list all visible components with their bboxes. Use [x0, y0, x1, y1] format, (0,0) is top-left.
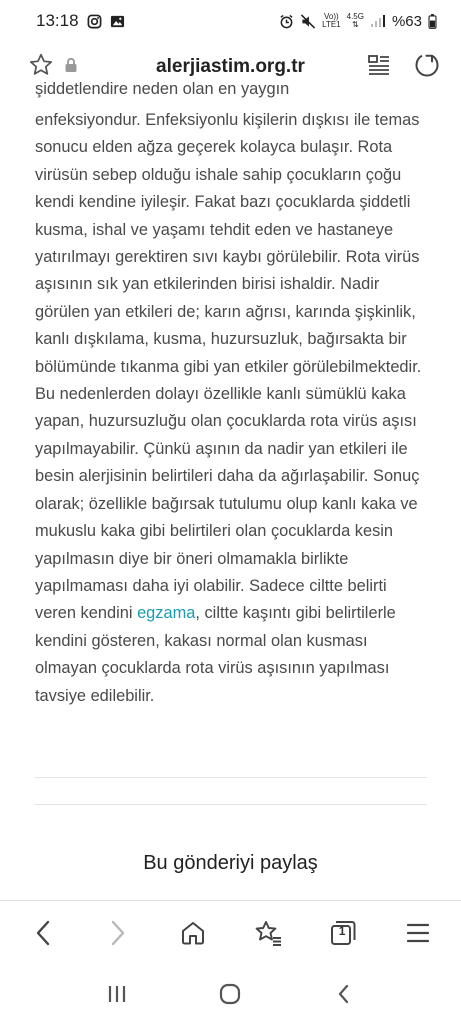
status-right — [279, 13, 437, 30]
article-text-before-link: enfeksiyondur. Enfeksiyonlu kişilerin dışkısı ile temas sonucu elden ağza geçerek kolayca bulaşır. Rota virüsün sebep olduğu ishale sahip çocukların çoğu kendi kendine iyileşir. Fakat bazı çocuklarda şiddetli kusma, ishal ve yaşamı tehdit eden ve hastaneye yatırılmayı gerektiren sıvı kaybı görülebilir. Rota virüs aşısının sık yan etkilerinden birisi ishaldir. Nadir görülen yan etkileri de; karın ağrısı, karında şişkinlik, kanlı dışkılama, kusma, huzursuzluk, bağırsakta bir bölümünde tıkanma gibi yan etkiler görülebilmektedir. Bu nedenlerden dolayı özellikle kanlı sümüklü kaka yapan, huzursuzluğu olan çocuklarda rota virüs aşısı yapılmayabilir. Çünkü aşının da nadir yan etkileri ile besin alerjisinin belirtileri daha da ağırlaşabilir. Sonuç olarak; özellikle bağırsak tutulumu olup kanlı kaka ve mukuslu kaka gibi belirtileri olan çocuklarda kesin yapılmasın diye bir öneri olmamakla birlikte yapılmaması daha iyi olabilir. Sadece ciltte belirti veren kendini — [35, 111, 422, 623]
forward-icon[interactable] — [88, 903, 148, 963]
home-circle-icon[interactable] — [200, 964, 260, 1024]
lock-icon[interactable] — [64, 57, 78, 78]
signal-icon — [370, 14, 386, 28]
article-text-after-link: , ciltte kaşıntı gibi belirtilerle kendini gösteren, kakası normal olan kusması olmayan çocuklarda rota virüs aşısının yapılması tavsiye edilebilir. — [35, 604, 396, 705]
status-time: 13:18 — [36, 11, 79, 30]
gallery-icon — [110, 14, 125, 29]
article-cut-line — [35, 80, 427, 104]
back-icon[interactable] — [13, 903, 73, 963]
url-text[interactable]: alerjiastim.org.tr — [156, 56, 305, 77]
address-actions — [367, 51, 441, 84]
article-cut-text: şiddetlendire neden olan en yaygın — [35, 80, 290, 98]
mute-icon — [300, 14, 316, 29]
network-label — [322, 13, 341, 29]
status-bar — [0, 0, 461, 42]
alarm-icon — [279, 14, 294, 29]
browser-toolbar — [0, 900, 461, 964]
tabs-icon[interactable] — [313, 903, 373, 963]
network-top-label: Vo)) — [324, 12, 339, 21]
battery-icon — [428, 14, 437, 29]
recent-apps-icon[interactable] — [87, 964, 147, 1024]
battery-level: %63 — [391, 12, 422, 30]
tabs-count: 1 — [338, 923, 346, 938]
network-type-label: 4.5G — [346, 12, 364, 21]
status-left — [36, 11, 125, 31]
instagram-icon — [87, 14, 102, 29]
page-content[interactable] — [0, 80, 461, 900]
share-heading: Bu gönderiyi paylaş — [143, 852, 318, 874]
divider-bottom — [35, 804, 427, 805]
data-arrows-icon: ⇅ — [351, 20, 359, 29]
egzama-link[interactable]: egzama — [137, 604, 196, 623]
network-type — [347, 13, 364, 29]
menu-icon[interactable] — [388, 903, 448, 963]
reload-icon[interactable] — [413, 51, 441, 84]
divider-top — [35, 777, 427, 778]
bookmarks-icon[interactable] — [238, 903, 298, 963]
article-paragraph — [35, 107, 427, 710]
home-icon[interactable] — [163, 903, 223, 963]
reader-mode-icon[interactable] — [367, 54, 391, 81]
back-triangle-icon[interactable] — [314, 964, 374, 1024]
network-bottom-label: LTE1 — [322, 20, 341, 29]
system-navbar — [0, 964, 461, 1024]
article-body — [0, 80, 461, 710]
